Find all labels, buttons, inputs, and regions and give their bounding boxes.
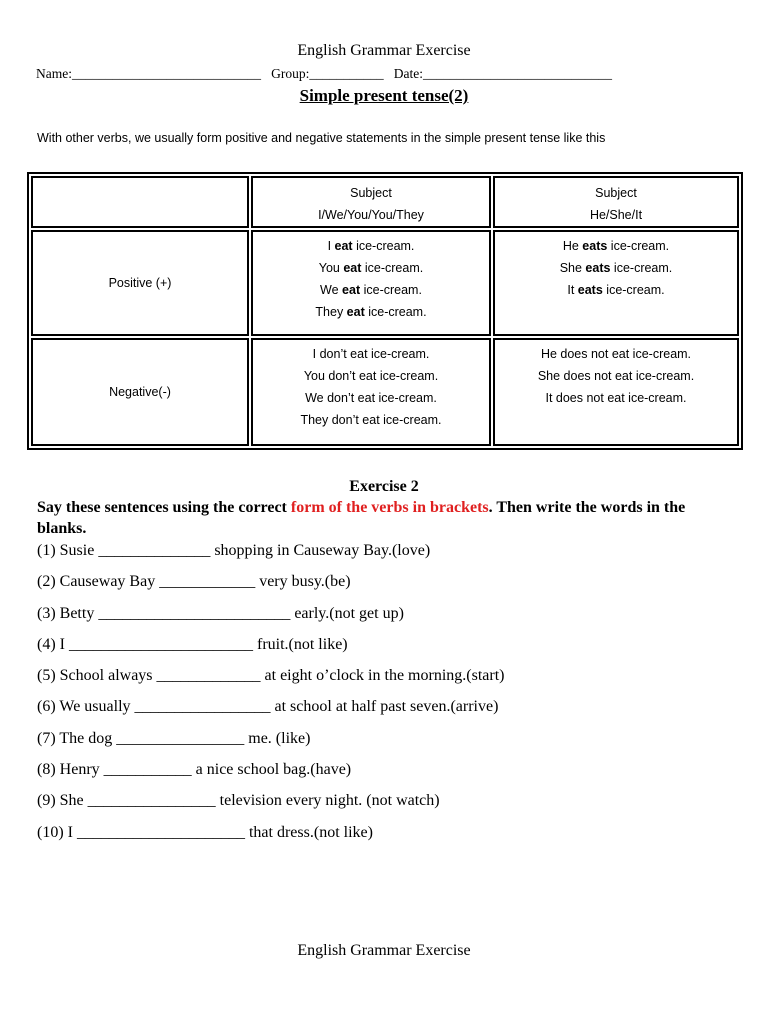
- sentence-object: ice-cream.: [607, 239, 670, 253]
- col-header-label: Subject: [595, 186, 637, 200]
- sentence-object: ice-cream.: [360, 283, 422, 297]
- positive-plural-cell: [251, 230, 491, 336]
- example-sentence: [495, 279, 737, 301]
- table-corner-cell: [31, 176, 249, 228]
- exercise-item-3: (3) Betty ________________________ early.(not get up): [37, 605, 404, 622]
- date-label: Date:: [393, 66, 423, 81]
- example-sentence: [253, 235, 489, 257]
- name-label: Name:: [36, 66, 72, 81]
- example-sentence: [495, 235, 737, 257]
- sentence-verb: eats: [577, 283, 603, 297]
- page-title: Simple present tense(2): [299, 86, 469, 105]
- group-label: Group:: [271, 66, 310, 81]
- sentence-subject: She: [559, 261, 586, 275]
- col-header-label: Subject: [350, 186, 392, 200]
- example-sentence: [253, 301, 489, 323]
- example-sentence: [253, 257, 489, 279]
- exercise-title: Exercise 2: [349, 478, 419, 495]
- sentence-subject: He: [562, 239, 583, 253]
- exercise-instruction: [37, 497, 737, 539]
- example-sentence: He does not eat ice-cream.: [540, 347, 692, 361]
- group-blank: ___________: [309, 66, 384, 81]
- negative-singular-cell: [493, 338, 739, 446]
- sentence-verb: eat: [342, 283, 361, 297]
- sentence-subject: We: [320, 283, 343, 297]
- instruction-text: . Then write the words in the blanks.: [37, 499, 686, 537]
- exercise-item-1: (1) Susie ______________ shopping in Causeway Bay.(love): [37, 542, 431, 559]
- intro-paragraph: With other verbs, we usually form positive and negative statements in the simple present tense like this: [37, 131, 606, 145]
- exercise-item-6: (6) We usually _________________ at school at half past seven.(arrive): [37, 698, 499, 715]
- instruction-highlight: form of the verbs in brackets: [290, 499, 489, 516]
- sentence-verb: eat: [343, 261, 362, 275]
- worksheet-header-title: English Grammar Exercise: [297, 42, 471, 59]
- student-info-line: [36, 66, 612, 82]
- sentence-object: ice-cream.: [352, 239, 415, 253]
- sentence-verb: eat: [346, 305, 365, 319]
- exercise-item-9: (9) She ________________ television every night. (not watch): [37, 792, 440, 809]
- name-blank: ____________________________: [72, 66, 261, 81]
- exercise-item-2: (2) Causeway Bay ____________ very busy.(be): [37, 573, 351, 590]
- sentence-subject: You: [318, 261, 344, 275]
- example-sentence: [495, 257, 737, 279]
- example-sentence: You don’t eat ice-cream.: [303, 369, 439, 383]
- negative-plural-cell: [251, 338, 491, 446]
- example-sentence: [253, 279, 489, 301]
- exercise-item-8: (8) Henry ___________ a nice school bag.(have): [37, 761, 352, 778]
- sentence-object: ice-cream.: [364, 305, 427, 319]
- sentence-verb: eats: [582, 239, 608, 253]
- exercise-item-4: (4) I _______________________ fruit.(not like): [37, 636, 348, 653]
- sentence-verb: eat: [334, 239, 353, 253]
- instruction-text: Say these sentences using the correct: [37, 499, 291, 516]
- col-header-subjects: I/We/You/You/They: [318, 208, 424, 222]
- sentence-object: ice-cream.: [602, 283, 665, 297]
- col-header-singular: [493, 176, 739, 228]
- example-sentence: She does not eat ice-cream.: [537, 369, 695, 383]
- conjugation-table: [27, 172, 743, 450]
- positive-singular-cell: [493, 230, 739, 336]
- example-sentence: I don’t eat ice-cream.: [312, 347, 430, 361]
- example-sentence: It does not eat ice-cream.: [545, 391, 687, 405]
- sentence-verb: eats: [585, 261, 611, 275]
- sentence-object: ice-cream.: [361, 261, 424, 275]
- exercise-item-5: (5) School always _____________ at eight o’clock in the morning.(start): [37, 667, 505, 684]
- sentence-subject: It: [567, 283, 578, 297]
- col-header-plural: [251, 176, 491, 228]
- sentence-subject: I: [327, 239, 335, 253]
- row-label-positive: Positive (+): [31, 230, 249, 336]
- sentence-object: ice-cream.: [610, 261, 673, 275]
- col-header-subjects: He/She/It: [589, 208, 643, 222]
- next-page-header-title: English Grammar Exercise: [297, 942, 471, 959]
- exercise-item-7: (7) The dog ________________ me. (like): [37, 730, 311, 747]
- sentence-subject: They: [315, 305, 347, 319]
- date-blank: ____________________________: [423, 66, 612, 81]
- row-label-negative: Negative(-): [31, 338, 249, 446]
- example-sentence: We don’t eat ice-cream.: [305, 391, 437, 405]
- exercise-item-10: (10) I _____________________ that dress.(not like): [37, 824, 373, 841]
- example-sentence: They don’t eat ice-cream.: [300, 413, 442, 427]
